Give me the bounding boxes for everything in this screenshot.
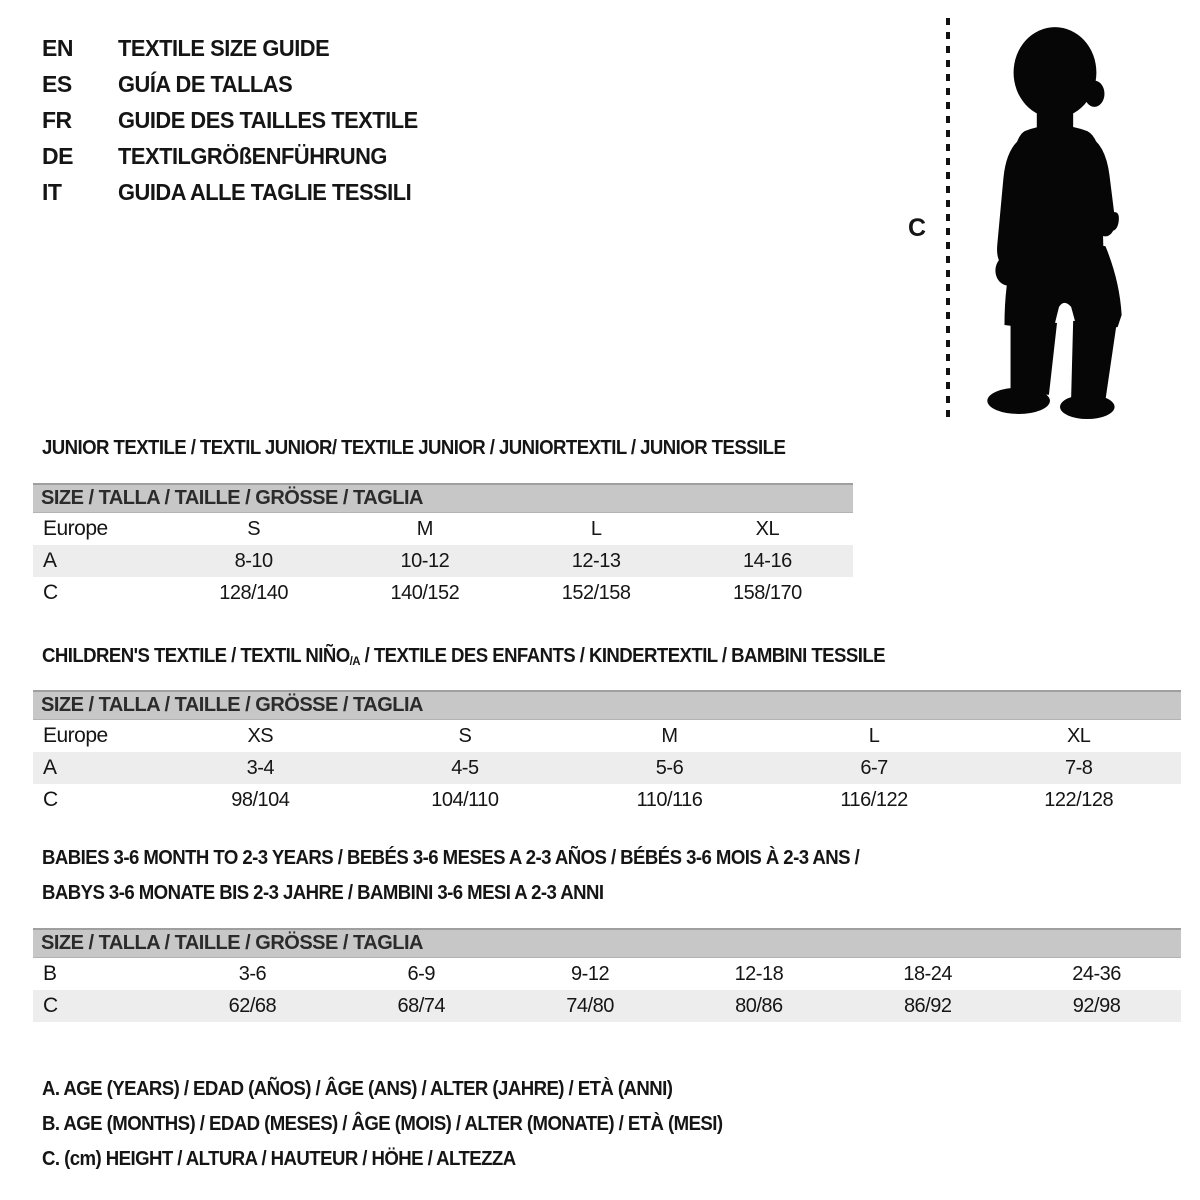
size-cell: L xyxy=(590,517,602,540)
height-cell: 122/128 xyxy=(1044,788,1114,811)
row-label: A xyxy=(43,756,57,779)
table-row-height xyxy=(33,990,1181,1022)
age-cell: 6-7 xyxy=(860,756,888,779)
table-row-height xyxy=(33,784,1181,816)
babies-section-title-line1: BABIES 3-6 MONTH TO 2-3 YEARS / BEBÉS 3-6 MESES A 2-3 AÑOS / BÉBÉS 3-6 MOIS À 2-3 ANS / xyxy=(42,847,860,869)
age-cell: 7-8 xyxy=(1064,756,1093,779)
children-title-part: CHILDREN'S TEXTILE / TEXTIL NIÑO xyxy=(42,645,350,667)
size-cell: S xyxy=(458,724,472,747)
language-code: ES xyxy=(42,70,72,97)
row-label: C xyxy=(43,994,58,1017)
junior-section-title: JUNIOR TEXTILE / TEXTIL JUNIOR/ TEXTILE JUNIOR / JUNIORTEXTIL / JUNIOR TESSILE xyxy=(42,437,786,459)
size-cell: M xyxy=(416,517,433,540)
language-code: DE xyxy=(42,142,73,169)
language-code: EN xyxy=(42,34,73,61)
size-cell: XL xyxy=(755,517,780,540)
language-row-es xyxy=(42,66,434,102)
guide-title-en: TEXTILE SIZE GUIDE xyxy=(118,34,330,61)
size-header-bar: SIZE / TALLA / TAILLE / GRÖSSE / TAGLIA xyxy=(33,928,1181,958)
height-cell: 128/140 xyxy=(219,581,289,604)
children-section-title xyxy=(42,645,885,668)
height-cell: 116/122 xyxy=(840,788,908,811)
toddler-figure xyxy=(900,14,1170,426)
height-cell: 68/74 xyxy=(397,994,446,1017)
size-header-bar: SIZE / TALLA / TAILLE / GRÖSSE / TAGLIA xyxy=(33,483,853,513)
height-cell: 80/86 xyxy=(735,994,783,1017)
table-row-age xyxy=(33,545,853,577)
language-code: FR xyxy=(42,106,72,133)
height-measure-label: C xyxy=(908,214,927,242)
row-label: Europe xyxy=(43,517,108,540)
row-label: Europe xyxy=(43,724,108,747)
age-cell: 12-13 xyxy=(571,549,621,572)
size-header-bar: SIZE / TALLA / TAILLE / GRÖSSE / TAGLIA xyxy=(33,690,1181,720)
children-title-sub: /A xyxy=(349,654,361,669)
babies-size-table xyxy=(33,928,1181,1022)
toddler-silhouette-icon xyxy=(964,16,1150,420)
babies-section-title-line2: BABYS 3-6 MONATE BIS 2-3 JAHRE / BAMBINI 3-6 MESI A 2-3 ANNI xyxy=(42,882,604,904)
language-row-it xyxy=(42,174,434,210)
language-row-en xyxy=(42,30,434,66)
row-label: A xyxy=(43,549,57,572)
age-cell: 10-12 xyxy=(400,549,450,572)
table-row-months xyxy=(33,958,1181,990)
legend-height-cm: C. (cm) HEIGHT / ALTURA / HAUTEUR / HÖHE / ALTEZZA xyxy=(42,1148,516,1170)
months-cell: 3-6 xyxy=(238,962,267,985)
age-cell: 8-10 xyxy=(234,549,273,572)
height-cell: 86/92 xyxy=(903,994,952,1017)
table-row-height xyxy=(33,577,853,609)
height-cell: 62/68 xyxy=(228,994,277,1017)
age-cell: 14-16 xyxy=(743,549,792,572)
height-cell: 74/80 xyxy=(566,994,614,1017)
row-label: C xyxy=(43,581,58,604)
months-cell: 24-36 xyxy=(1072,962,1121,985)
children-size-table xyxy=(33,690,1181,816)
language-row-fr xyxy=(42,102,434,138)
size-cell: S xyxy=(247,517,261,540)
size-cell: L xyxy=(868,724,880,747)
size-cell: XS xyxy=(247,724,274,747)
height-cell: 158/170 xyxy=(732,581,802,604)
measure-legend xyxy=(42,1072,774,1177)
table-row-europe xyxy=(33,720,1181,752)
guide-title-de: TEXTILGRÖßENFÜHRUNG xyxy=(118,142,387,169)
language-title-list xyxy=(42,30,434,210)
age-cell: 4-5 xyxy=(451,756,479,779)
height-cell: 152/158 xyxy=(561,581,631,604)
age-cell: 5-6 xyxy=(655,756,684,779)
table-row-europe xyxy=(33,513,853,545)
language-row-de xyxy=(42,138,434,174)
months-cell: 9-12 xyxy=(571,962,610,985)
months-cell: 6-9 xyxy=(407,962,435,985)
table-row-age xyxy=(33,752,1181,784)
height-cell: 140/152 xyxy=(390,581,460,604)
guide-title-fr: GUIDE DES TAILLES TEXTILE xyxy=(118,106,418,133)
legend-age-years: A. AGE (YEARS) / EDAD (AÑOS) / ÂGE (ANS) / ALTER (JAHRE) / ETÀ (ANNI) xyxy=(42,1078,673,1100)
height-cell: 110/116 xyxy=(636,788,703,811)
row-label: C xyxy=(43,788,58,811)
size-cell: M xyxy=(661,724,678,747)
months-cell: 18-24 xyxy=(903,962,953,985)
size-cell: XL xyxy=(1066,724,1091,747)
height-cell: 92/98 xyxy=(1072,994,1121,1017)
height-cell: 98/104 xyxy=(231,788,290,811)
age-cell: 3-4 xyxy=(246,756,274,779)
months-cell: 12-18 xyxy=(734,962,784,985)
legend-age-months: B. AGE (MONTHS) / EDAD (MESES) / ÂGE (MOIS) / ALTER (MONATE) / ETÀ (MESI) xyxy=(42,1113,723,1135)
guide-title-es: GUÍA DE TALLAS xyxy=(118,70,293,97)
language-code: IT xyxy=(42,178,62,205)
row-label: B xyxy=(43,962,57,985)
height-cell: 104/110 xyxy=(431,788,499,811)
children-title-part: / TEXTILE DES ENFANTS / KINDERTEXTIL / BAMBINI TESSILE xyxy=(360,645,885,667)
guide-title-it: GUIDA ALLE TAGLIE TESSILI xyxy=(118,178,412,205)
height-measure-line xyxy=(946,18,950,418)
junior-size-table xyxy=(33,483,853,609)
